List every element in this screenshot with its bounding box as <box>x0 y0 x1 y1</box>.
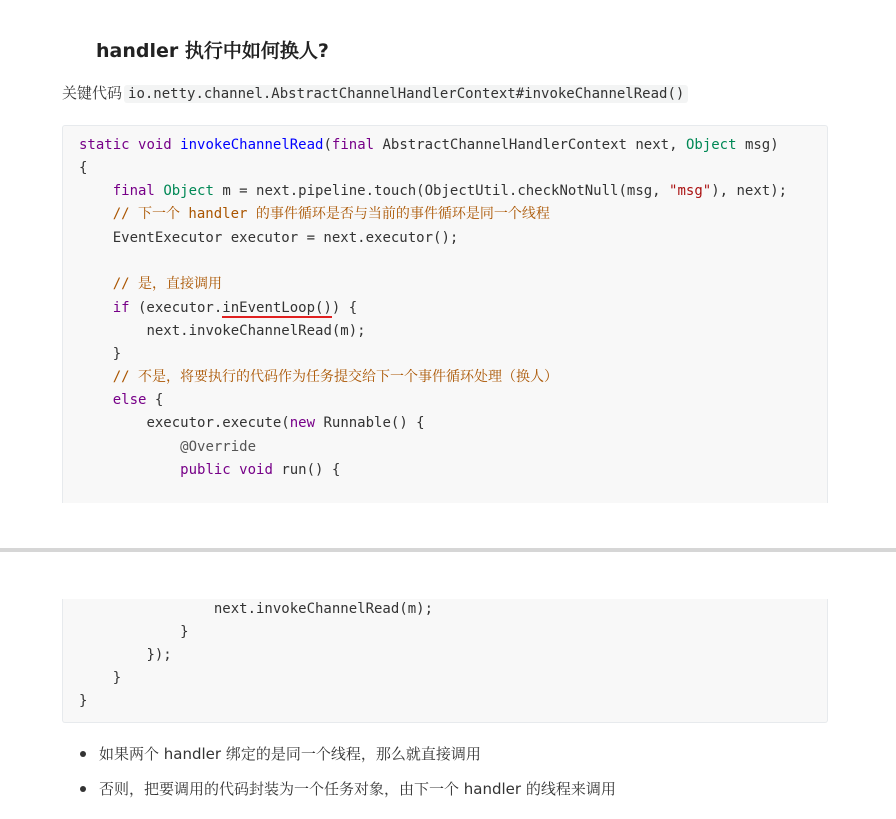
code-line <box>79 460 340 480</box>
key-code-line <box>62 82 688 103</box>
code-token: run() { <box>272 462 341 478</box>
code-line <box>79 367 558 387</box>
code-token: }); <box>146 647 172 663</box>
key-code-inline: io.netty.channel.AbstractChannelHandlerContext#invokeChannelRead() <box>124 85 688 103</box>
code-token: void <box>138 137 172 153</box>
code-line <box>79 321 366 341</box>
code-token: { <box>146 392 164 408</box>
code-token: ( <box>323 137 332 153</box>
code-line <box>79 344 121 364</box>
code-token: Runnable() { <box>315 415 425 431</box>
code-annotation: @Override <box>180 439 257 455</box>
code-token: final <box>112 183 155 199</box>
code-line <box>79 158 87 178</box>
code-token: msg) <box>736 137 779 153</box>
code-token: invokeChannelRead <box>180 137 324 153</box>
code-token: m = next.pipeline.touch(ObjectUtil.checkNotNull(msg, <box>213 183 670 199</box>
code-line <box>79 135 779 155</box>
code-line <box>79 181 787 201</box>
code-token: } <box>180 624 189 640</box>
list-item: 如果两个 handler 绑定的是同一个线程，那么就直接调用 <box>78 742 616 777</box>
code-token: ) { <box>331 300 358 316</box>
code-token: Object <box>163 183 214 199</box>
code-token: AbstractChannelHandlerContext next, <box>374 137 686 153</box>
code-token: "msg" <box>669 183 712 199</box>
code-line <box>79 390 163 410</box>
code-line <box>79 413 425 433</box>
key-code-label: 关键代码 <box>62 84 123 102</box>
code-token: { <box>79 160 88 176</box>
code-comment: // 是，直接调用 <box>112 276 223 292</box>
code-line <box>79 437 256 457</box>
code-token: static <box>79 137 130 153</box>
code-token: if <box>112 300 130 316</box>
code-comment: // 不是，将要执行的代码作为任务提交给下一个事件循环处理（换人） <box>112 369 559 385</box>
code-token: final <box>331 137 375 153</box>
code-line <box>79 204 550 224</box>
section-heading: handler 执行中如何换人? <box>96 40 329 62</box>
code-token: } <box>79 693 88 709</box>
code-token: else <box>112 392 147 408</box>
code-token: EventExecutor executor = next.executor(); <box>112 230 459 246</box>
code-token: executor.execute( <box>146 415 290 431</box>
code-line <box>79 298 357 318</box>
code-line <box>79 274 222 294</box>
highlighted-call: inEventLoop() <box>222 300 332 316</box>
code-token: Object <box>685 137 737 153</box>
code-token: void <box>239 462 273 478</box>
code-line <box>79 668 121 688</box>
code-line <box>79 228 458 248</box>
code-line <box>79 599 433 619</box>
code-token: new <box>289 415 316 431</box>
code-line <box>79 645 172 665</box>
code-comment: // 下一个 handler 的事件循环是否与当前的事件循环是同一个线程 <box>112 206 550 222</box>
page-divider <box>0 548 896 552</box>
code-block-bottom <box>62 599 828 723</box>
code-token: ), next); <box>711 183 788 199</box>
code-token: } <box>112 670 122 686</box>
bullet-list <box>78 742 616 812</box>
code-block-top <box>62 125 828 503</box>
code-token: next.invokeChannelRead(m); <box>146 323 366 339</box>
code-line <box>79 691 87 711</box>
code-token: next.invokeChannelRead(m); <box>213 601 434 617</box>
list-item: 否则，把要调用的代码封装为一个任务对象，由下一个 handler 的线程来调用 <box>78 777 616 812</box>
code-token: (executor. <box>129 300 223 316</box>
code-line <box>79 622 189 642</box>
code-token: } <box>112 346 122 362</box>
code-token: public <box>180 462 231 478</box>
